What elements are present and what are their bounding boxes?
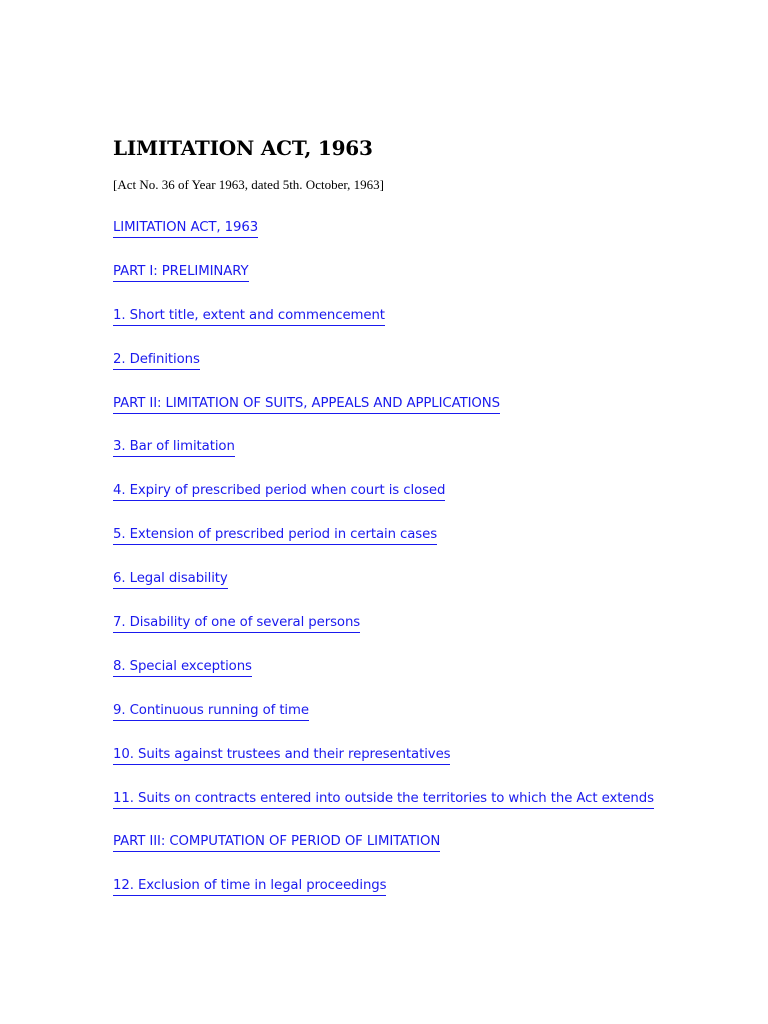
toc-link-section-2[interactable]: 2. Definitions [113, 352, 200, 370]
toc-item-part-2 [113, 394, 500, 414]
toc-link-section-11[interactable]: 11. Suits on contracts entered into outside the territories to which the Act extends [113, 791, 654, 809]
toc-link-section-4[interactable]: 4. Expiry of prescribed period when court is closed [113, 483, 445, 501]
toc-link-section-3[interactable]: 3. Bar of limitation [113, 439, 235, 457]
toc-item-section-4 [113, 481, 445, 501]
toc-item-part-3 [113, 832, 440, 852]
toc-link-section-12[interactable]: 12. Exclusion of time in legal proceedings [113, 878, 386, 896]
document-page [113, 136, 733, 893]
toc-item-section-6 [113, 569, 228, 589]
toc-link-section-8[interactable]: 8. Special exceptions [113, 659, 252, 677]
toc-item-section-5 [113, 525, 437, 545]
toc-link-title[interactable]: LIMITATION ACT, 1963 [113, 220, 258, 238]
toc-link-section-6[interactable]: 6. Legal disability [113, 571, 228, 589]
toc-link-part-2[interactable]: PART II: LIMITATION OF SUITS, APPEALS AND APPLICATIONS [113, 396, 500, 414]
toc-link-section-10[interactable]: 10. Suits against trustees and their representatives [113, 747, 450, 765]
toc-item-section-2 [113, 350, 200, 370]
toc-item-section-3 [113, 437, 235, 457]
toc-link-section-7[interactable]: 7. Disability of one of several persons [113, 615, 360, 633]
toc-link-part-3[interactable]: PART III: COMPUTATION OF PERIOD OF LIMITATION [113, 834, 440, 852]
toc-item-part-1 [113, 262, 249, 282]
toc-link-section-1[interactable]: 1. Short title, extent and commencement [113, 308, 385, 326]
toc-item-section-8 [113, 657, 252, 677]
page-title: LIMITATION ACT, 1963 [113, 136, 373, 160]
toc-item-section-10 [113, 745, 450, 765]
toc-item-section-12 [113, 876, 386, 896]
toc-item-section-11 [113, 789, 654, 809]
toc-item-section-1 [113, 306, 385, 326]
toc-item-title [113, 218, 258, 238]
toc-link-section-5[interactable]: 5. Extension of prescribed period in certain cases [113, 527, 437, 545]
toc-item-section-9 [113, 701, 309, 721]
toc-link-part-1[interactable]: PART I: PRELIMINARY [113, 264, 249, 282]
toc-link-section-9[interactable]: 9. Continuous running of time [113, 703, 309, 721]
act-citation: [Act No. 36 of Year 1963, dated 5th. October, 1963] [113, 177, 384, 192]
toc-item-section-7 [113, 613, 360, 633]
